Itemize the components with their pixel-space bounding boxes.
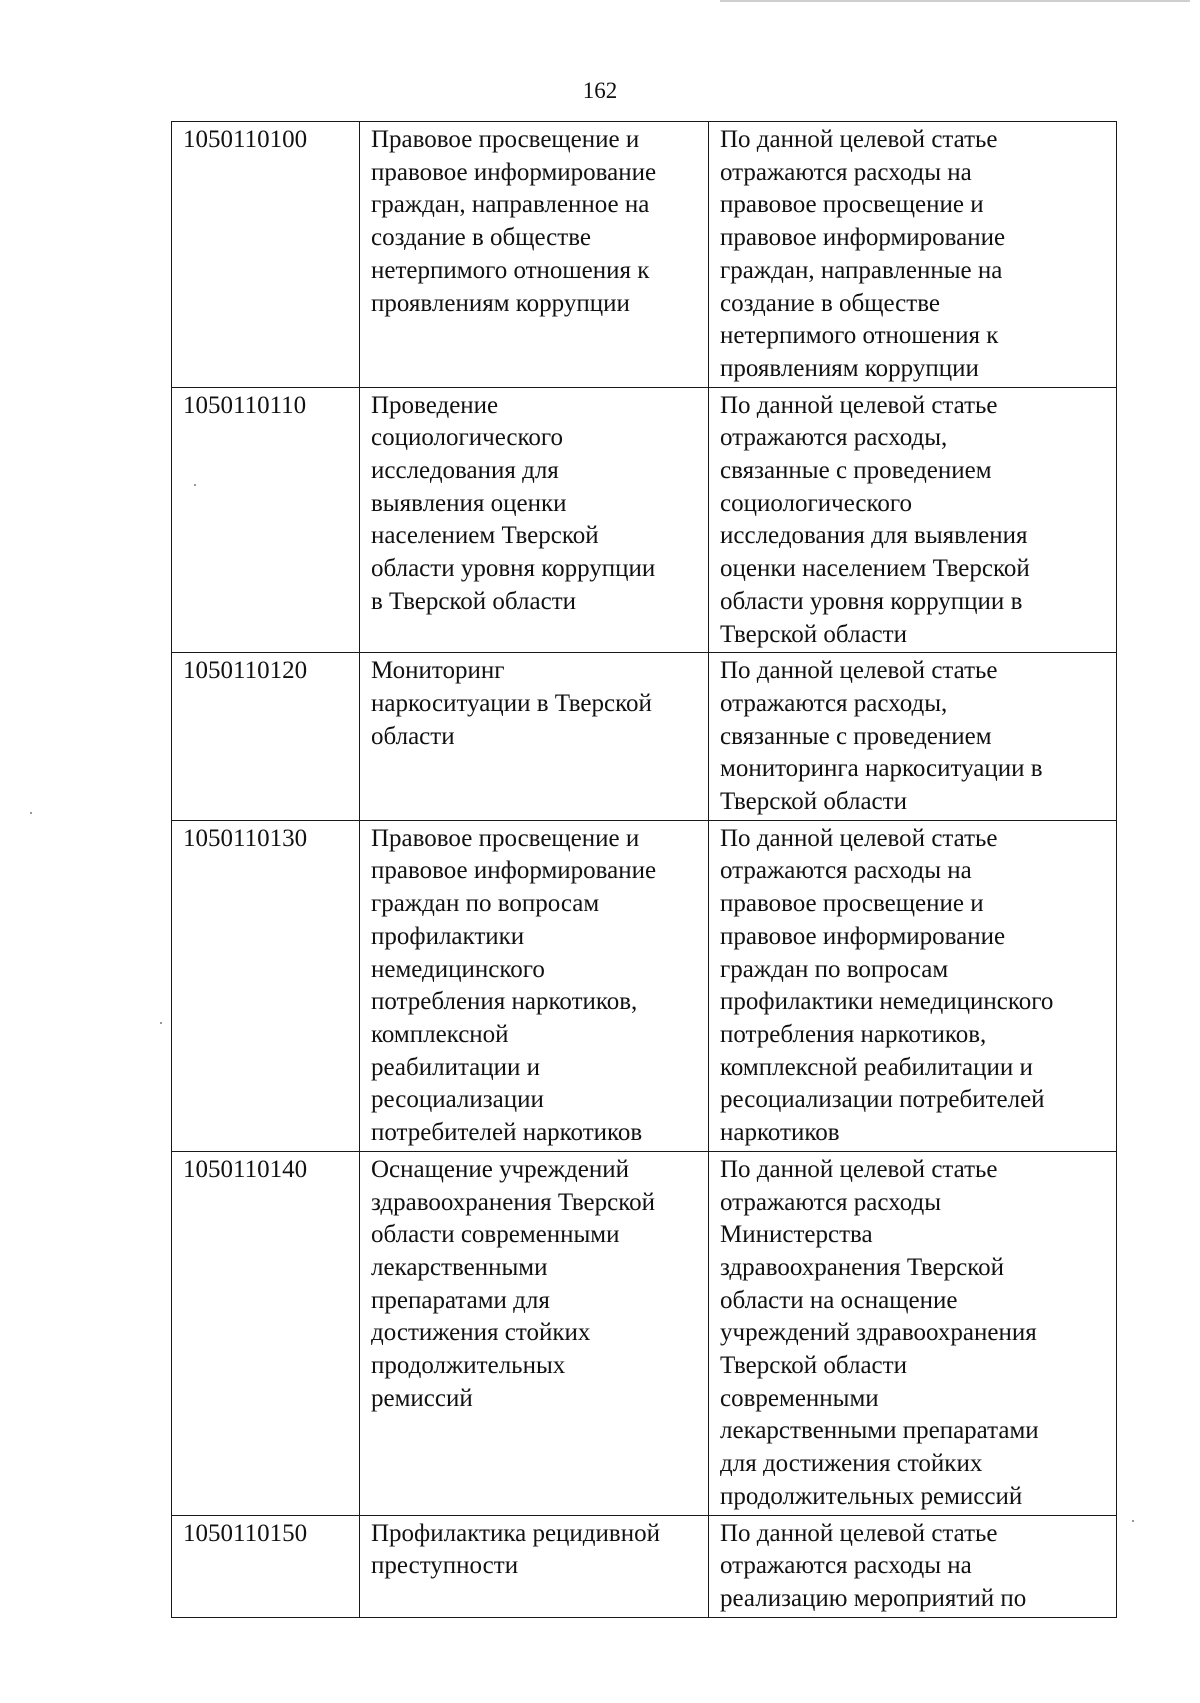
target-article-description: По данной целевой статье отражаются расходы, связанные с проведением социологического исследования для выявления оценки населением Тверской области уровня коррупции в Тверской области [709, 387, 1117, 653]
target-article-name: Оснащение учреждений здравоохранения Тверской области современными лекарственными препаратами для достижения стойких продолжительных ремиссий [360, 1151, 709, 1515]
scan-speck [194, 484, 196, 486]
page-number: 162 [582, 78, 618, 103]
target-article-code: 1050110150 [172, 1515, 360, 1617]
target-article-code: 1050110100 [172, 122, 360, 388]
target-article-code: 1050110130 [172, 820, 360, 1151]
table-row [172, 1515, 1117, 1617]
target-article-description: По данной целевой статье отражаются расходы на правовое просвещение и правовое информирование граждан, направленные на создание в обществе нетерпимого отношения к проявлениям коррупции [709, 122, 1117, 388]
target-article-description: По данной целевой статье отражаются расходы на правовое просвещение и правовое информирование граждан по вопросам профилактики немедицинского потребления наркотиков, комплексной реабилитации и ресоциализации потребителей наркотиков [709, 820, 1117, 1151]
target-article-description: По данной целевой статье отражаются расходы Министерства здравоохранения Тверской области на оснащение учреждений здравоохранения Тверской области современными лекарственными препаратами для достижения стойких продолжительных ремиссий [709, 1151, 1117, 1515]
target-article-name: Мониторинг наркоситуации в Тверской области [360, 653, 709, 821]
table-row [172, 387, 1117, 653]
target-article-name: Правовое просвещение и правовое информирование граждан по вопросам профилактики немедицинского потребления наркотиков, комплексной реабилитации и ресоциализации потребителей наркотиков [360, 820, 709, 1151]
table-row [172, 653, 1117, 821]
table-row [172, 820, 1117, 1151]
target-article-name: Профилактика рецидивной преступности [360, 1515, 709, 1617]
target-article-code: 1050110140 [172, 1151, 360, 1515]
scan-speck [1132, 1520, 1134, 1522]
target-article-code: 1050110120 [172, 653, 360, 821]
target-article-name: Правовое просвещение и правовое информирование граждан, направленное на создание в обществе нетерпимого отношения к проявлениям коррупции [360, 122, 709, 388]
budget-classification-table [171, 121, 1117, 1618]
scan-speck [160, 1022, 162, 1024]
table-row [172, 122, 1117, 388]
scan-top-rule [720, 0, 1190, 2]
target-article-description: По данной целевой статье отражаются расходы, связанные с проведением мониторинга наркоситуации в Тверской области [709, 653, 1117, 821]
scan-speck [30, 812, 32, 814]
target-article-name: Проведение социологического исследования для выявления оценки населением Тверской области уровня коррупции в Тверской области [360, 387, 709, 653]
table-row [172, 1151, 1117, 1515]
target-article-code: 1050110110 [172, 387, 360, 653]
target-article-description: По данной целевой статье отражаются расходы на реализацию мероприятий по [709, 1515, 1117, 1617]
